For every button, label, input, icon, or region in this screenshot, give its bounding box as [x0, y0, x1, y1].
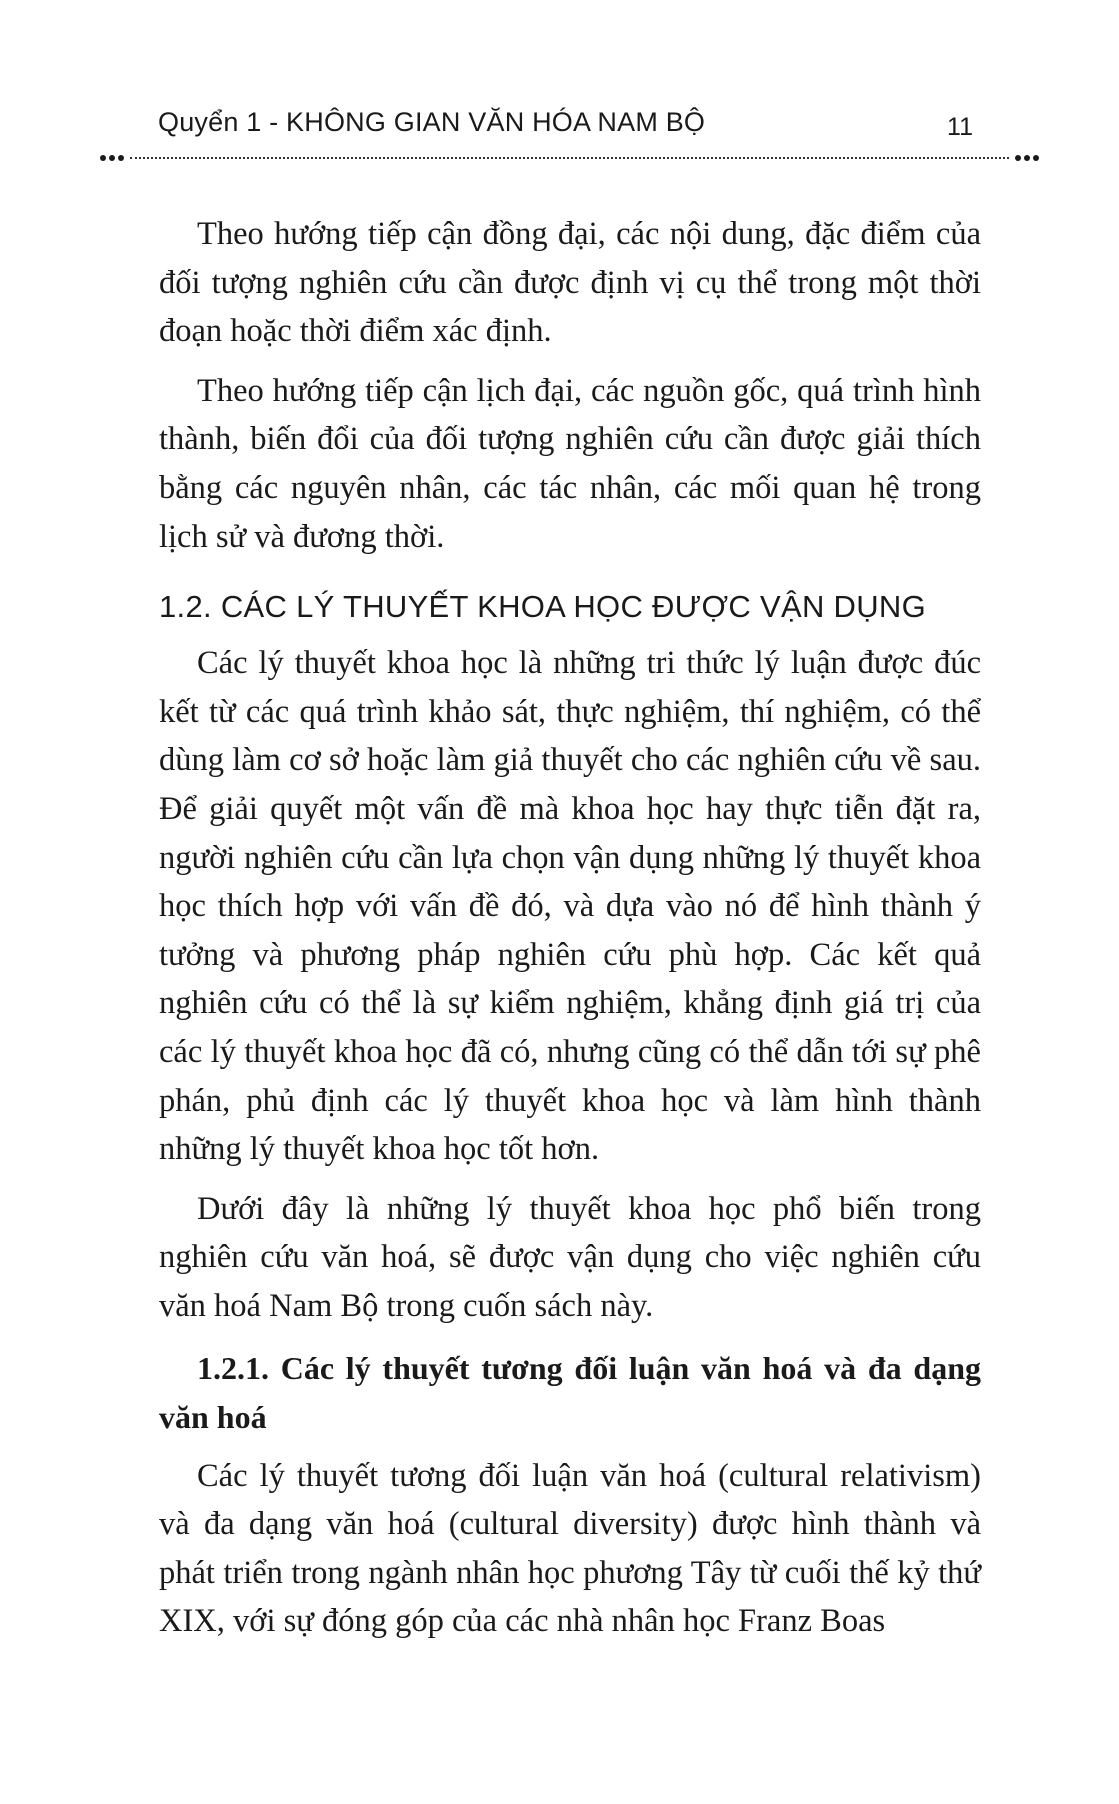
subsection-heading: 1.2.1. Các lý thuyết tương đối luận văn hoá và đa dạng văn hoá	[159, 1350, 981, 1436]
paragraph-scientific-theories: Các lý thuyết khoa học là những tri thức lý luận được đúc kết từ các quá trình khảo sát, thực nghiệm, thí nghiệm, có thể dùng làm cơ sở hoặc làm giả thuyết cho các nghiên cứu về sau. Để giải quyết một vấn đề mà khoa học hay thực tiễn đặt ra, người nghiên cứu cần lựa chọn vận dụng những lý thuyết khoa học thích hợp với vấn đề đó, và dựa vào nó để hình thành ý tưởng và phương pháp nghiên cứu phù hợp. Các kết quả nghiên cứu có thể là sự kiểm nghiệm, khẳng định giá trị của các lý thuyết khoa học đã có, nhưng cũng có thể dẫn tới sự phê phán, phủ định các lý thuyết khoa học và làm hình thành những lý thuyết khoa học tốt hơn.	[159, 645, 981, 1168]
running-header	[158, 98, 973, 141]
divider-dotted-line	[130, 157, 1009, 159]
page-body	[159, 210, 981, 1646]
paragraph-theories-list-intro: Dưới đây là những lý thuyết khoa học phổ biến trong nghiên cứu văn hoá, sẽ được vận dụng cho việc nghiên cứu văn hoá Nam Bộ trong cuốn sách này.	[159, 1190, 981, 1324]
book-title: Quyển 1 - KHÔNG GIAN VĂN HÓA NAM BỘ	[158, 107, 706, 137]
header-divider	[100, 153, 1039, 163]
paragraph-cultural-relativism: Các lý thuyết tương đối luận văn hoá (cultural relativism) và đa dạng văn hoá (cultural diversity) được hình thành và phát triển trong ngành nhân học phương Tây từ cuối thế kỷ thứ XIX, với sự đóng góp của các nhà nhân học Franz Boas	[159, 1457, 981, 1640]
paragraph-diachronic: Theo hướng tiếp cận lịch đại, các nguồn gốc, quá trình hình thành, biến đổi của đối tượng nghiên cứu cần được giải thích bằng các nguyên nhân, các tác nhân, các mối quan hệ trong lịch sử và đương thời.	[159, 372, 981, 555]
page-number: 11	[947, 113, 973, 141]
paragraph-synchronic: Theo hướng tiếp cận đồng đại, các nội dung, đặc điểm của đối tượng nghiên cứu cần được định vị cụ thể trong một thời đoạn hoặc thời điểm xác định.	[159, 216, 981, 350]
divider-right-ornament	[1015, 155, 1039, 161]
divider-left-ornament	[100, 155, 124, 161]
section-heading: 1.2. CÁC LÝ THUYẾT KHOA HỌC ĐƯỢC VẬN DỤNG	[159, 589, 927, 625]
